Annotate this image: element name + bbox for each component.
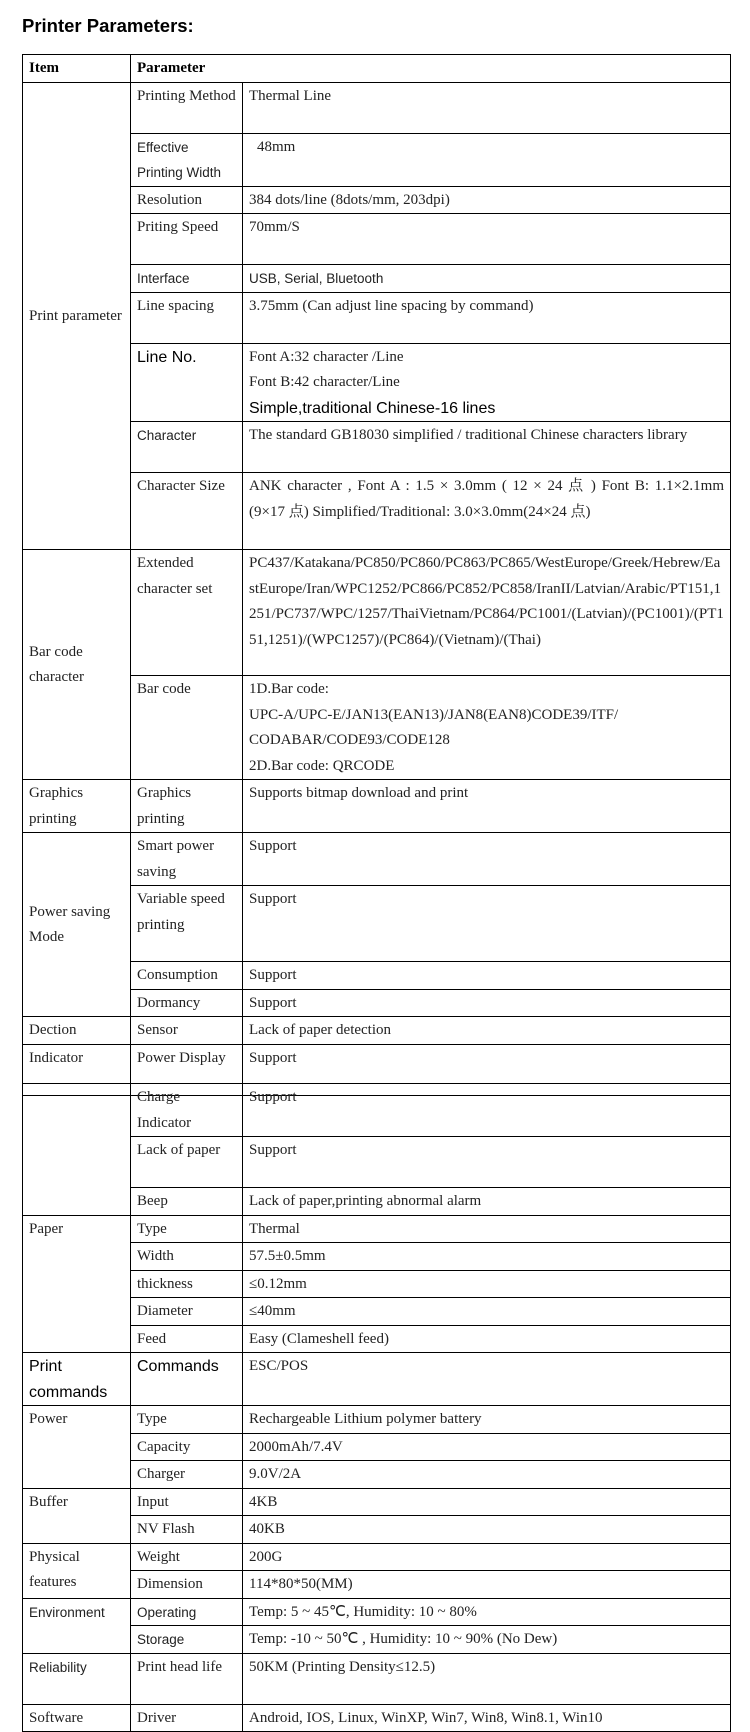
group-label: Environment (23, 1598, 131, 1653)
row-label: Power Display (131, 1044, 243, 1095)
row-value: Support (243, 1044, 731, 1095)
row-value: Supports bitmap download and print (243, 780, 731, 833)
table-row (23, 1353, 731, 1406)
header-parameter: Parameter (131, 55, 731, 83)
row-value: 9.0V/2A (243, 1461, 731, 1489)
row-value: 3.75mm (Can adjust line spacing by command) (243, 292, 731, 343)
row-value: Android, IOS, Linux, WinXP, Win7, Win8, Win8.1, Win10 (243, 1704, 731, 1732)
table-header-row (23, 55, 731, 83)
table-row (23, 1406, 731, 1434)
row-value: Support (243, 1137, 731, 1188)
table-row (23, 82, 731, 133)
row-label: Beep (131, 1188, 243, 1216)
row-value: 57.5±0.5mm (243, 1243, 731, 1271)
row-label: Dimension (131, 1571, 243, 1599)
group-label-empty (23, 1084, 131, 1216)
row-label: Driver (131, 1704, 243, 1732)
row-value: ESC/POS (243, 1353, 731, 1406)
row-label: Operating (131, 1598, 243, 1626)
row-label: Sensor (131, 1017, 243, 1045)
group-label: Print commands (23, 1353, 131, 1406)
row-value: Support (243, 962, 731, 990)
table-row (23, 1704, 731, 1732)
row-label: Print head life (131, 1653, 243, 1704)
group-label: Paper (23, 1215, 131, 1353)
row-value: Support (243, 1084, 731, 1137)
row-value: 70mm/S (243, 214, 731, 265)
row-label: Character Size (131, 473, 243, 550)
page-title: Printer Parameters: (22, 15, 194, 36)
group-label: Graphics printing (23, 780, 131, 833)
row-value: 40KB (243, 1516, 731, 1544)
row-label: Smart power saving (131, 833, 243, 886)
row-label: NV Flash (131, 1516, 243, 1544)
row-value: 48mm (243, 133, 731, 186)
table-row (23, 1543, 731, 1571)
value-line: Font A:32 character /Line (249, 348, 404, 365)
value-line: Font B:42 character/Line (249, 374, 400, 390)
row-value: 114*80*50(MM) (243, 1571, 731, 1599)
table-row (23, 550, 731, 676)
row-label: Consumption (131, 962, 243, 990)
row-value: 200G (243, 1543, 731, 1571)
row-label: Diameter (131, 1298, 243, 1326)
row-value: 2000mAh/7.4V (243, 1433, 731, 1461)
row-value: Lack of paper,printing abnormal alarm (243, 1188, 731, 1216)
row-label: Charger (131, 1461, 243, 1489)
row-label: Character (131, 422, 243, 473)
row-label: Effective Printing Width (131, 133, 243, 186)
row-label: Capacity (131, 1433, 243, 1461)
row-label: Interface (131, 265, 243, 293)
row-label: Priting Speed (131, 214, 243, 265)
group-label: Bar code character (23, 550, 131, 780)
row-value: ≤0.12mm (243, 1270, 731, 1298)
group-label: Software (23, 1704, 131, 1732)
row-label: Charge Indicator (131, 1084, 243, 1137)
row-value: ANK character , Font A : 1.5 × 3.0mm ( 12 × 24 点 ) Font B: 1.1×2.1mm (9×17 点) Simplified/Traditional: 3.0×3.0mm(24×24 点) (243, 473, 731, 550)
value-line: 2D.Bar code: QRCODE (249, 757, 395, 774)
group-label: Power saving Mode (23, 833, 131, 1017)
table-row (23, 1084, 731, 1137)
group-label: Indicator (23, 1044, 131, 1095)
row-label: Graphics printing (131, 780, 243, 833)
group-label: Power (23, 1406, 131, 1489)
value-line: CODABAR/CODE93/CODE128 (249, 732, 450, 748)
spec-table-2 (22, 1083, 731, 1732)
group-label: Physical features (23, 1543, 131, 1598)
row-value: PC437/Katakana/PC850/PC860/PC863/PC865/WestEurope/Greek/Hebrew/EastEurope/Iran/WPC1252/PC866/PC852/PC858/IranII/Latvian/Arabic/PT151,1251/PC737/WPC/1257/ThaiVietnam/PC864/PC1001/(Latvian)/(PC1001)/(PT151,1251)/(WPC1257)/(PC864)/(Vietnam)/(Thai) (243, 550, 731, 676)
row-value-multiline (243, 343, 731, 422)
row-value: Thermal (243, 1215, 731, 1243)
row-label: Commands (131, 1353, 243, 1406)
row-value-multiline (243, 676, 731, 780)
row-label: thickness (131, 1270, 243, 1298)
table-row (23, 1488, 731, 1516)
row-value: ≤40mm (243, 1298, 731, 1326)
table-row (23, 833, 731, 886)
row-value: 50KM (Printing Density≤12.5) (243, 1653, 731, 1704)
table-row (23, 1653, 731, 1704)
row-label: Variable speed printing (131, 886, 243, 962)
row-value: Support (243, 833, 731, 886)
row-value: Lack of paper detection (243, 1017, 731, 1045)
row-value: Temp: 5 ~ 45℃, Humidity: 10 ~ 80% (243, 1598, 731, 1626)
row-label: Bar code (131, 676, 243, 780)
row-label: Resolution (131, 186, 243, 214)
row-value: Temp: -10 ~ 50℃ , Humidity: 10 ~ 90% (No Dew) (243, 1626, 731, 1654)
row-label: Input (131, 1488, 243, 1516)
row-value: Support (243, 886, 731, 962)
spec-table-1 (22, 54, 731, 1096)
group-label: Print parameter (23, 82, 131, 550)
row-label: Extended character set (131, 550, 243, 676)
row-value: Rechargeable Lithium polymer battery (243, 1406, 731, 1434)
row-label: Lack of paper (131, 1137, 243, 1188)
row-label: Printing Method (131, 82, 243, 133)
row-label: Feed (131, 1325, 243, 1353)
table-row (23, 1017, 731, 1045)
table-row (23, 1215, 731, 1243)
value-line: 1D.Bar code: (249, 681, 329, 697)
row-label: Storage (131, 1626, 243, 1654)
header-item: Item (23, 55, 131, 83)
row-label: Type (131, 1215, 243, 1243)
row-label: Dormancy (131, 989, 243, 1017)
row-label: Line spacing (131, 292, 243, 343)
row-value: 384 dots/line (8dots/mm, 203dpi) (243, 186, 731, 214)
group-label: Dection (23, 1017, 131, 1045)
row-label: Line No. (131, 343, 243, 422)
row-value: 4KB (243, 1488, 731, 1516)
row-value: The standard GB18030 simplified / traditional Chinese characters library (243, 422, 731, 473)
value-line: Simple,traditional Chinese-16 lines (249, 399, 496, 417)
row-value: USB, Serial, Bluetooth (243, 265, 731, 293)
row-label: Type (131, 1406, 243, 1434)
row-label: Width (131, 1243, 243, 1271)
table-row (23, 780, 731, 833)
group-label: Buffer (23, 1488, 131, 1543)
row-value: Thermal Line (243, 82, 731, 133)
row-value: Easy (Clameshell feed) (243, 1325, 731, 1353)
group-label: Reliability (23, 1653, 131, 1704)
value-line: UPC-A/UPC-E/JAN13(EAN13)/JAN8(EAN8)CODE39/ITF/ (249, 706, 619, 723)
row-value: Support (243, 989, 731, 1017)
row-label: Weight (131, 1543, 243, 1571)
table-row (23, 1598, 731, 1626)
